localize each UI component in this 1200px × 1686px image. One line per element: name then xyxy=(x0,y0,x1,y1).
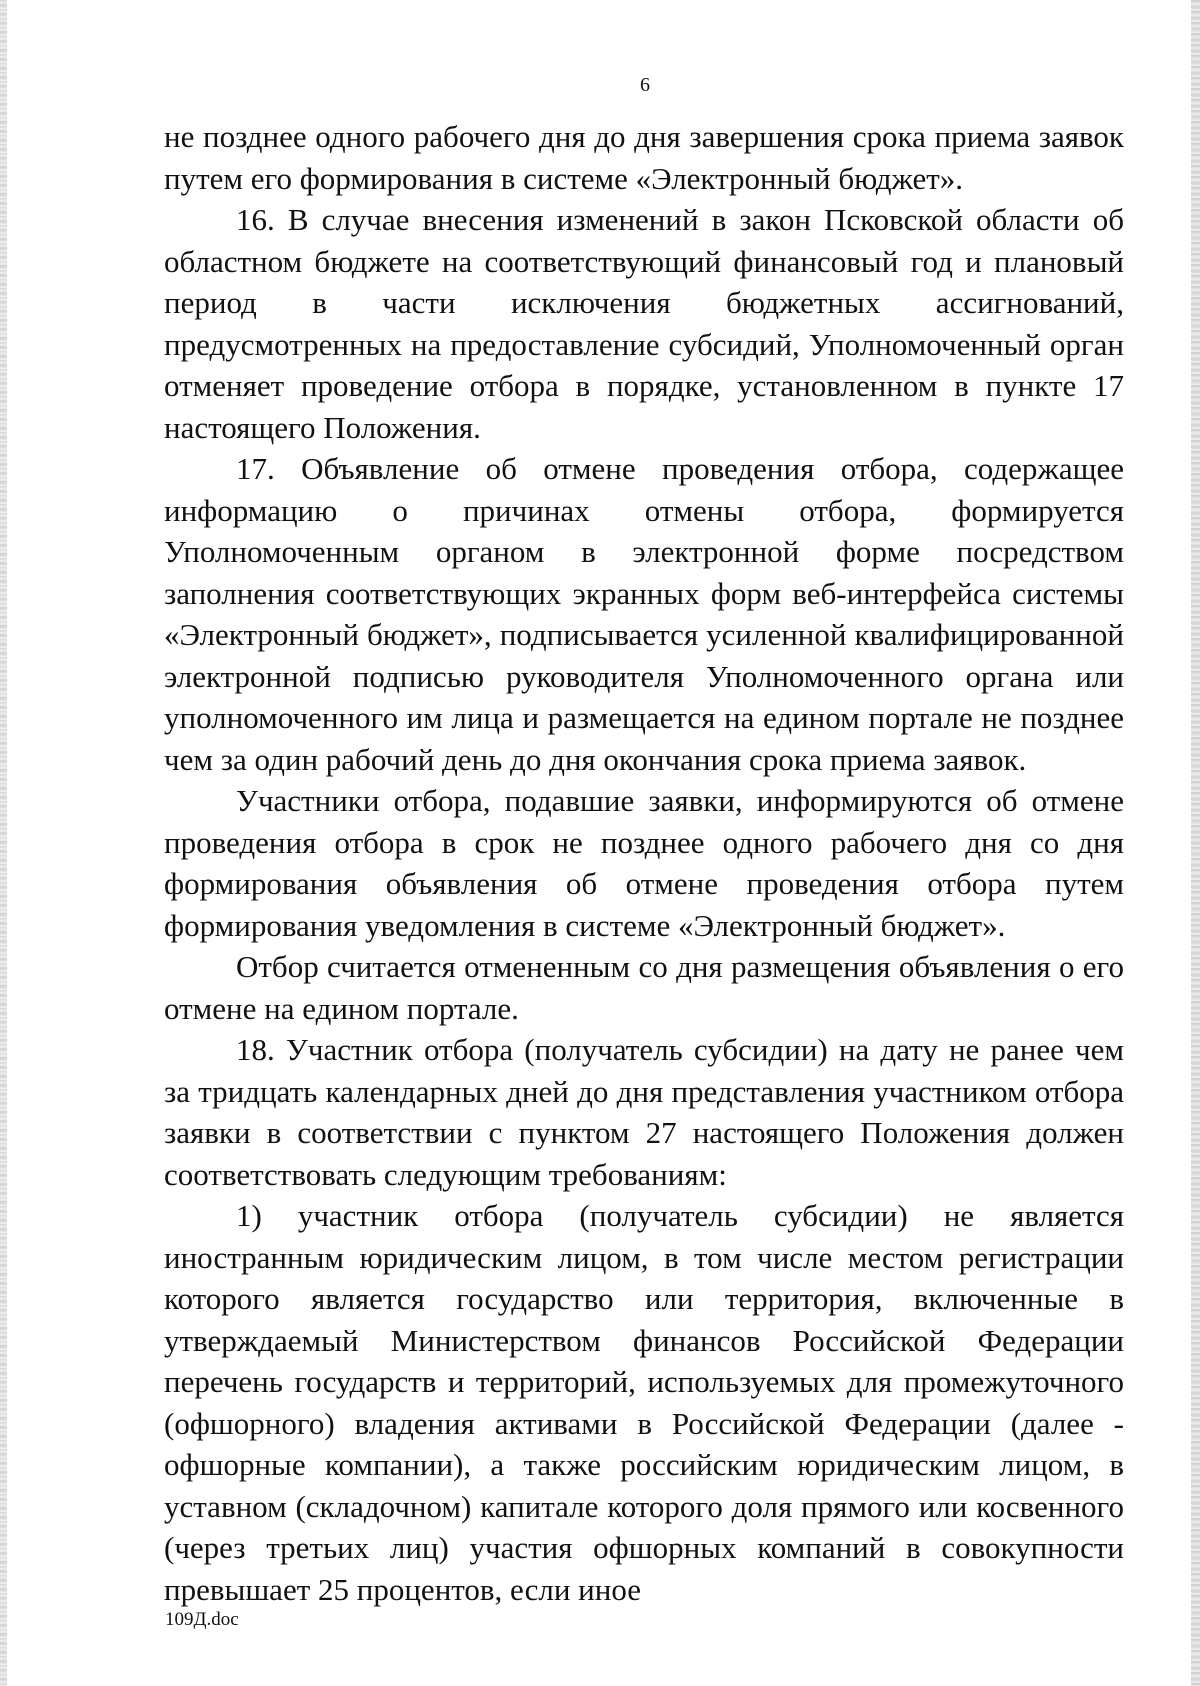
scan-edge-right xyxy=(1191,0,1200,1686)
paragraph-cancellation: Отбор считается отмененным со дня размещения объявления о его отмене на едином портале. xyxy=(164,949,1124,1026)
scan-edge-left xyxy=(0,0,7,1686)
paragraph-continuation: не позднее одного рабочего дня до дня завершения срока приема заявок путем его формирования в системе «Электронный бюджет». xyxy=(164,119,1124,196)
page-number: 6 xyxy=(640,74,650,96)
document-body xyxy=(164,116,1124,1610)
paragraph-18-item-1: 1) участник отбора (получатель субсидии) не является иностранным юридическим лицом, в том числе местом регистрации которого является государство или территория, включенные в утверждаемый Министерством финансов Российской Федерации перечень государств и территорий, используемых для промежуточного (офшорного) владения активами в Российской Федерации (далее - офшорные компании), а также российским юридическим лицом, в уставном (складочном) капитале которого доля прямого или косвенного (через третьих лиц) участия офшорных компаний в совокупности превышает 25 процентов, если иное xyxy=(164,1198,1124,1607)
paragraph-18: 18. Участник отбора (получатель субсидии) на дату не ранее чем за тридцать календарных дней до дня представления участником отбора заявки в соответствии с пунктом 27 настоящего Положения должен соответствовать следующим требованиям: xyxy=(164,1032,1124,1192)
paragraph-participants-notice: Участники отбора, подавшие заявки, информируются об отмене проведения отбора в срок не позднее одного рабочего дня со дня формирования объявления об отмене проведения отбора путем формирования уведомления в системе «Электронный бюджет». xyxy=(164,783,1124,943)
footer-file-name: 109Д.doc xyxy=(165,1609,239,1630)
paragraph-16: 16. В случае внесения изменений в закон Псковской области об областном бюджете на соответствующий финансовый год и плановый период в части исключения бюджетных ассигнований, предусмотренных на предоставление субсидий, Уполномоченный орган отменяет проведение отбора в порядке, установленном в пункте 17 настоящего Положения. xyxy=(164,202,1124,445)
paragraph-17: 17. Объявление об отмене проведения отбора, содержащее информацию о причинах отмены отбора, формируется Уполномоченным органом в электронной форме посредством заполнения соответствующих экранных форм веб-интерфейса системы «Электронный бюджет», подписывается усиленной квалифицированной электронной подписью руководителя Уполномоченного органа или уполномоченного им лица и размещается на едином портале не позднее чем за один рабочий день до дня окончания срока приема заявок. xyxy=(164,451,1124,777)
